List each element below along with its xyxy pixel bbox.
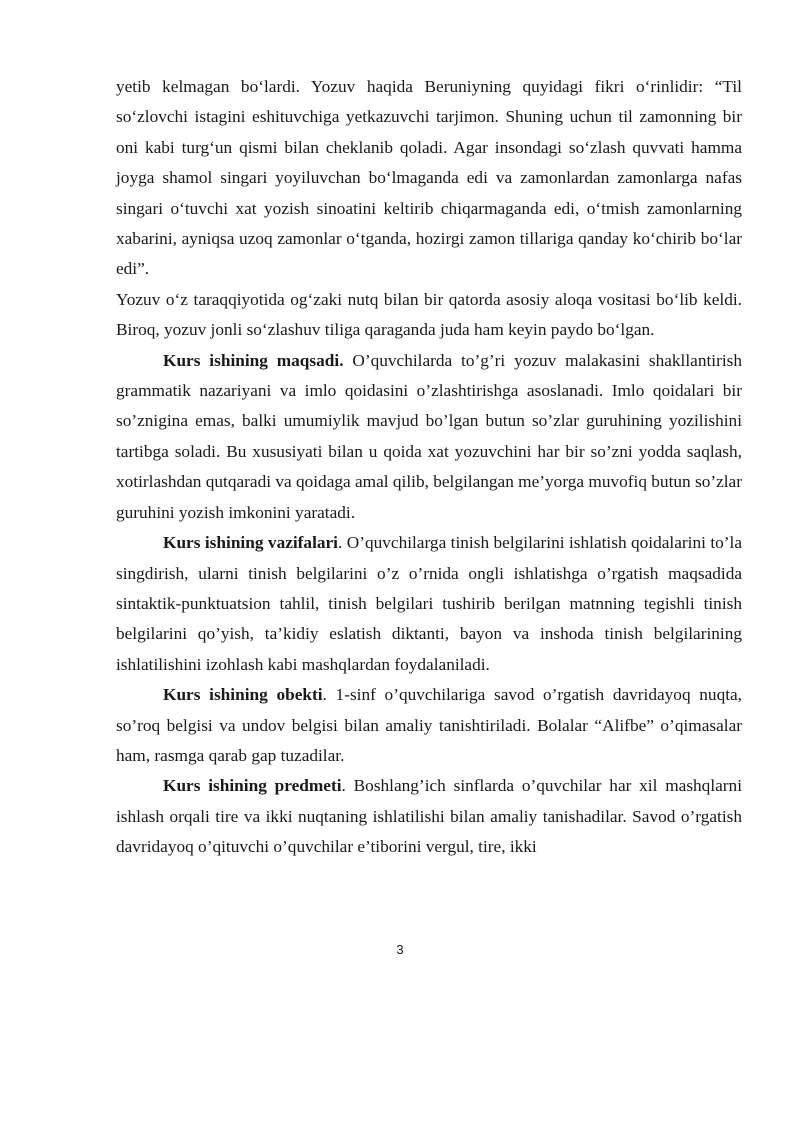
course-subject-text: . Boshlang’ich sinflarda o’quvchilar har xil mashqlarni ishlash orqali tire va ikki nuqtaning ishlatilishi bilan amaliy tanishadilar. Savod o’rgatish davridayoq o’qituvchi o’quvchilar e’tiborini vergul, tire, ikki — [116, 776, 742, 857]
paragraph-course-subject — [116, 771, 742, 862]
course-object-text: . 1-sinf o’quvchilariga savod o’rgatish davridayoq nuqta, so’roq belgisi va undov belgisi bilan amaliy tanishtiriladi. Bolalar “Alifbe” o’qimasalar ham, rasmga qarab gap tuzadilar. — [116, 685, 742, 765]
heading-course-subject: Kurs ishining predmeti — [163, 776, 342, 796]
page-number: 3 — [396, 942, 404, 957]
course-goal-text: O’quvchilarda to’g’ri yozuv malakasini shakllantirish grammatik nazariyani va imlo qoidasini o’zlashtirishga asoslanadi. Imlo qoidalari bir so’znigina emas, balki umumiylik mavjud bo’lgan butun so’zlar guruhining yozilishini tartibga soladi. Bu xususiyati bilan u qoida xat yozuvchini har bir so’zni yodda saqlash, xotirlashdan qutqaradi va qoidaga amal qilib, belgilangan me’yorga muvofiq butun so’zlar guruhini yozish imkonini yaratadi. — [116, 350, 742, 522]
paragraph-course-goal — [116, 346, 742, 528]
heading-course-tasks: Kurs ishining vazifalari — [163, 533, 338, 553]
body-text — [116, 72, 742, 863]
course-tasks-text: . O’quvchilarga tinish belgilarini ishlatish qoidalarini to’la singdirish, ularni tinish belgilarini o’z o’rnida ongli ishlatishga o’rgatish maqsadida sintaktik-punktuatsion tahlil, tinish belgilari tushirib berilgan matnning tegishli tinish belgilarini qo’yish, ta’kidiy eslatish diktanti, bayon va inshoda tinish belgilarining ishlatilishini izohlash kabi mashqlardan foydalaniladi. — [116, 533, 742, 674]
paragraph-writing-history: Yozuv o‘z taraqqiyotida og‘zaki nutq bilan bir qatorda asosiy aloqa vositasi bo‘lib keldi. Biroq, yozuv jonli so‘zlashuv tiliga qaraganda juda ham keyin paydo bo‘lgan. — [116, 289, 742, 340]
paragraph-course-object — [116, 680, 742, 771]
heading-course-goal: Kurs ishining maqsadi. — [163, 350, 344, 370]
paragraph-beruniy-quote: yetib kelmagan bo‘lardi. Yozuv haqida Beruniyning quyidagi fikri o‘rinlidir: “Til so‘zlovchi istagini eshituvchiga yetkazuvchi tarjimon. Shuning uchun til zamonning bir oni kabi turg‘un qismi bilan cheklanib qoladi. Agar insondagi so‘zlash quvvati hamma joyga shamol singari yoyiluvchan bo‘lmaganda edi va zamonlardan zamonlarga nafas singari o‘tuvchi xat yozish sinoatini keltirib chiqarmaganda edi, o‘tmish zamonlarning xabarini, ayniqsa uzoq zamonlar o‘tganda, hozirgi zamon tillariga qanday ko‘chirib bo‘lar edi”. — [116, 77, 742, 279]
heading-course-object: Kurs ishining obekti — [163, 685, 323, 705]
paragraph-course-tasks — [116, 528, 742, 680]
